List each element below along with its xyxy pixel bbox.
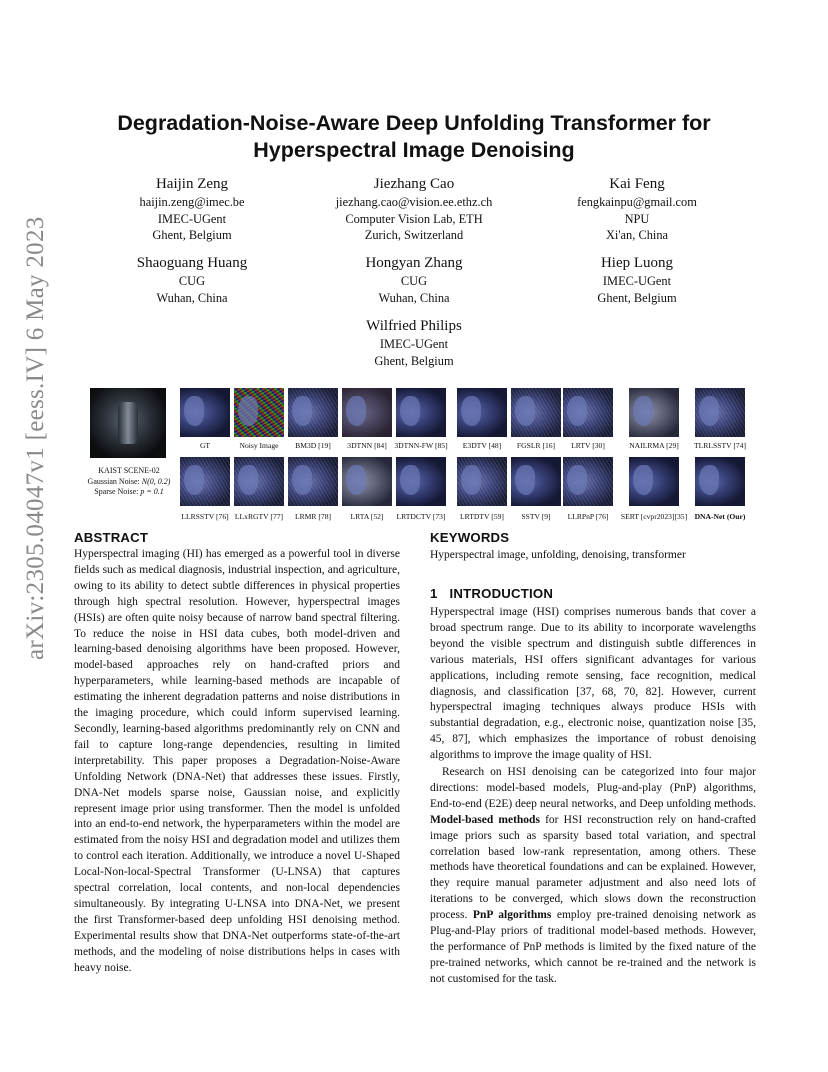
face-silhouette [461,396,481,426]
method-label: LRTA [52] [350,512,384,521]
method-label: LLRPnP [76] [567,512,609,521]
face-silhouette [515,465,535,495]
emphasis-model-based: Model-based methods [430,813,540,826]
keywords-text: Hyperspectral image, unfolding, denoising, transformer [430,549,686,561]
comparison-thumbnail [234,457,284,506]
method-label: DNA-Net (Our) [694,512,746,521]
author-location: Xi'an, China [605,228,669,242]
face-silhouette [292,396,312,426]
author-location: Ghent, Belgium [597,290,677,305]
author-location: Zurich, Switzerland [364,228,464,242]
comparison-thumbnail [396,457,446,506]
author-block [304,175,524,244]
caption-scene: KAIST SCENE-02 [98,466,160,475]
face-silhouette [184,465,204,495]
author-affiliation: CUG [400,274,428,288]
author-name: Hongyan Zhang [365,255,463,271]
comparison-thumbnail [288,457,338,506]
title-line-1: Degradation-Noise-Aware Deep Unfolding Transformer for [117,111,711,135]
method-label: NAILRMA [29] [629,441,679,450]
abstract-text: Hyperspectral imaging (HI) has emerged as a powerful tool in diverse fields such as medical diagnosis, industrial inspection, and agriculture, owing to its ability to detect subtle differences in physical properties through high spectral resolution. However, hyperspectral images (HSIs) are often quite noisy because of narrow band spectral filtering. To reduce the noise in HSI data cubes, both model-driven and learning-based denoising algorithms have been proposed. However, model-based approaches rely on hand-crafted priors and hyperparameters, while learning-based methods are incapable of estimating the inherent degradation patterns and noise distributions in the imaging procedure, which could inform supervised learning. Secondly, learning-based algorithms predominantly rely on CNN and fail to capture long-range dependencies, resulting in limited interpretability. This paper proposes a Degradation-Noise-Aware Unfolding Network (DNA-Net) that addresses these issues. Firstly, DNA-Net models sparse noise, Gaussian noise, and explicitly represent image prior using transformer. Then the model is unfolded into an end-to-end network, the hyperparameters within the model are estimated from the noisy HSI and degradation model and utilizes them to control each iteration. Additionally, we introduce a novel U-Shaped Local-Non-local-Spectral Transformer (U-LNSA) that captures spectral correlation, local contents, and non-local dependencies simultaneously. By integrating U-LNSA into DNA-Net, we present the first Transformer-based deep unfolding HSI denoising method. Experimental results show that DNA-Net outperforms state-of-the-art methods, and the modeling of noise distributions helps in cases with heavy noise. [74,548,400,974]
author-affiliation: IMEC-UGent [157,211,227,226]
author-affiliation: Computer Vision Lab, ETH [345,211,483,226]
author-location: Wuhan, China [378,290,450,305]
author-location: Ghent, Belgium [152,228,232,242]
emphasis-pnp: PnP algorithms [472,909,552,922]
author-affiliation: IMEC-UGent [379,337,449,351]
method-label: SSTV [9] [521,512,551,521]
method-label: LRMR [78] [294,512,332,521]
caption-gaussian: Gaussian Noise: N(0, 0.2) [87,476,171,486]
author-affiliation: CUG [178,274,206,288]
comparison-thumbnail [342,457,392,506]
face-silhouette [567,465,587,495]
comparison-thumbnail [342,388,392,437]
face-silhouette [699,465,719,495]
method-label: 3DTNN [84] [347,441,387,450]
section-title: INTRODUCTION [449,586,554,601]
comparison-thumbnail [695,457,745,506]
author-affiliation: IMEC-UGent [602,274,672,288]
arxiv-identifier-text: arXiv:2305.04047v1 [eess.IV] 6 May 2023 [22,216,49,660]
method-label: Noisy Image [239,441,279,450]
author-location: Wuhan, China [156,290,228,305]
face-silhouette [184,396,204,426]
author-block [527,254,747,306]
author-block [304,317,524,369]
method-label: SERT [cvpr2023][35] [620,512,688,521]
title-line-2: Hyperspectral Image Denoising [253,138,575,162]
author-name: Hiep Luong [600,255,674,271]
paper-title [74,110,754,164]
comparison-thumbnail [563,388,613,437]
method-label: 3DTNN-FW [85] [394,441,448,450]
comparison-thumbnail [288,388,338,437]
author-name: Kai Feng [609,176,665,192]
kaist-scene-image [90,388,166,458]
face-silhouette [292,465,312,495]
comparison-thumbnail [234,388,284,437]
bottle-shape [118,402,138,444]
comparison-thumbnail [457,388,507,437]
face-silhouette [238,396,258,426]
method-label: LRTDTV [59] [460,512,504,521]
face-silhouette [633,465,653,495]
method-label: TLRLSSTV [74] [694,441,746,450]
method-label: LLRSSTV [76] [181,512,229,521]
face-silhouette [400,465,420,495]
keywords-heading: KEYWORDS [430,530,510,545]
face-silhouette [346,465,366,495]
author-email[interactable]: fengkainpu@gmail.com [577,195,697,209]
author-name: Shaoguang Huang [136,255,248,271]
face-silhouette [633,396,653,426]
face-silhouette [346,396,366,426]
comparison-thumbnail [180,388,230,437]
author-block [82,175,302,244]
face-silhouette [400,396,420,426]
abstract-heading: ABSTRACT [74,530,149,545]
face-silhouette [461,465,481,495]
author-block [82,254,302,306]
figure-caption [74,466,184,498]
face-silhouette [238,465,258,495]
section-number: 1 [430,586,438,601]
comparison-thumbnail [396,388,446,437]
face-silhouette [699,396,719,426]
author-location: Ghent, Belgium [374,353,454,368]
method-label: LRTV [30] [571,441,605,450]
method-label: E3DTV [48] [462,441,502,450]
author-email[interactable]: jiezhang.cao@vision.ee.ethz.ch [335,195,493,209]
intro-paragraph-1: Hyperspectral image (HSI) comprises numerous bands that cover a broad spectrum range. Due to its ability to incorporate wavelengths beyond the visible spectrum and distinguish subtle differences in various materials, HSI offers significant advantages for various applications, including remote sensing, face recognition, medical diagnosis, and classification [37, 68, 70, 82]. However, current hyperspectral imaging techniques always produce HSIs with substantial degradation, e.g., electronic noise, quantization noise [35, 45, 87], which emphasizes the importance of robust denoising algorithms to improve the image quality of HSI. [430,606,756,762]
intro-paragraph-2: Research on HSI denoising can be categorized into four major directions: model-based models, Plug-and-play (PnP) algorithms, End-to-end (E2E) deep neural networks, and Deep unfolding methods. Model-based methods for HSI reconstruction rely on hand-crafted image priors such as sparsity based total variation, and spectral correlation based low-rank representation, among others. These methods have theoretical foundations and can be explained. However, they require manual parameter adjustment and also need lots of iterations to be converged, which slows down the reconstruction process. PnP algorithms employ pre-trained denoising network as Plug-and-Play priors of traditional model-based methods. However, the performance of PnP methods is limited by the fixed nature of the pre-trained networks, which cannot be re-trained and the network is not customised for the task. [430,766,757,985]
introduction-heading [430,586,553,601]
author-affiliation: NPU [624,211,650,226]
method-label: LRTDCTV [73] [396,512,446,521]
author-name: Wilfried Philips [366,318,462,334]
comparison-thumbnail [180,457,230,506]
author-name: Haijin Zeng [155,176,229,192]
method-label: LLxRGTV [77] [234,512,284,521]
comparison-thumbnail [695,388,745,437]
caption-sparse: Sparse Noise: p = 0.1 [94,487,164,496]
author-block [304,254,524,306]
face-silhouette [515,396,535,426]
author-name: Jiezhang Cao [373,176,455,192]
method-label: BM3D [19] [295,441,331,450]
comparison-thumbnail [457,457,507,506]
method-label: GT [199,441,211,450]
comparison-thumbnail [563,457,613,506]
author-email[interactable]: haijin.zeng@imec.be [139,195,245,209]
method-label: FGSLR [16] [516,441,556,450]
face-silhouette [567,396,587,426]
comparison-thumbnail [629,388,679,437]
comparison-thumbnail [629,457,679,506]
author-block [527,175,747,244]
comparison-thumbnail [511,388,561,437]
comparison-thumbnail [511,457,561,506]
